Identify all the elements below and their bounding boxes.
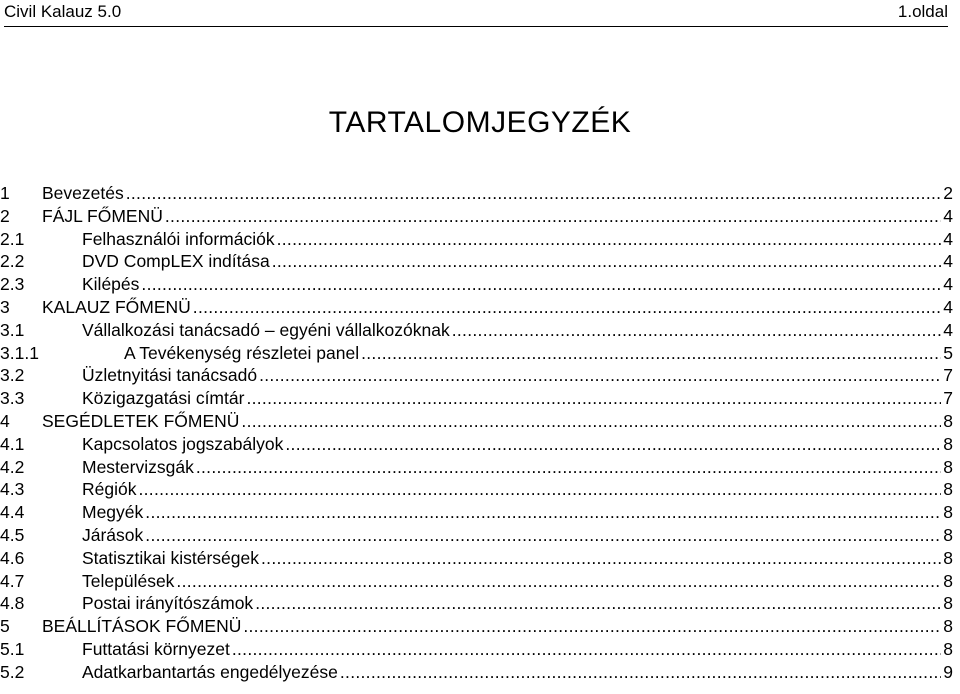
toc-entry-4-1[interactable] xyxy=(0,433,953,456)
toc-entry-4-5[interactable] xyxy=(0,524,953,547)
toc-entry-page: 9 xyxy=(943,661,953,682)
toc-dot-leader xyxy=(193,296,941,319)
toc-entry-number: 4.5 xyxy=(0,524,25,545)
toc-entry-number: 4.8 xyxy=(0,593,25,614)
toc-entry-5[interactable] xyxy=(0,615,953,638)
toc-entry-body xyxy=(82,547,953,570)
toc-dot-leader xyxy=(232,638,941,661)
toc-dot-leader xyxy=(255,592,941,615)
toc-entry-title: A Tevékenység részletei panel xyxy=(124,342,360,363)
toc-entry-title: Járások xyxy=(82,524,144,545)
toc-entry-number: 3.3 xyxy=(0,388,25,409)
toc-entry-page: 8 xyxy=(943,547,953,568)
toc-entry-title: Postai irányítószámok xyxy=(82,593,254,614)
toc-entry-title: Régiók xyxy=(82,479,137,500)
toc-entry-page: 8 xyxy=(943,479,953,500)
toc-dot-leader xyxy=(126,182,942,205)
toc-dot-leader xyxy=(243,615,941,638)
toc-entry-title: FÁJL FŐMENÜ xyxy=(42,205,163,226)
toc-entry-page: 8 xyxy=(943,616,953,637)
toc-dot-leader xyxy=(272,250,942,273)
toc-entry-page: 8 xyxy=(943,456,953,477)
toc-entry-title: Futtatási környezet xyxy=(82,638,230,659)
toc-entry-body xyxy=(42,410,953,433)
toc-entry-page: 8 xyxy=(943,433,953,454)
toc-entry-4-6[interactable] xyxy=(0,547,953,570)
toc-entry-number: 1 xyxy=(0,183,10,203)
toc-entry-4-7[interactable] xyxy=(0,570,953,593)
toc-entry-number: 2.2 xyxy=(0,251,25,272)
toc-entry-title: Üzletnyitási tanácsadó xyxy=(82,365,258,386)
toc-entry-body xyxy=(82,250,953,273)
toc-entry-number: 4.6 xyxy=(0,547,25,568)
toc-entry-page: 5 xyxy=(943,342,953,363)
toc-entry-body xyxy=(82,228,953,251)
toc-dot-leader xyxy=(145,524,941,547)
toc-entry-number: 2 xyxy=(0,205,10,226)
toc-entry-number: 3.1.1 xyxy=(0,342,39,363)
toc-dot-leader xyxy=(452,319,942,342)
toc-entry-body xyxy=(82,273,953,296)
toc-entry-body xyxy=(82,478,953,501)
toc-entry-body xyxy=(82,638,953,661)
toc-entry-3[interactable] xyxy=(0,296,953,319)
toc-entry-number: 4 xyxy=(0,410,10,431)
toc-entry-2[interactable] xyxy=(0,205,953,228)
toc-entry-page: 2 xyxy=(943,183,953,203)
toc-entry-page: 4 xyxy=(943,296,953,317)
toc-entry-page: 4 xyxy=(943,319,953,340)
toc-entry-page: 7 xyxy=(943,388,953,409)
toc-entry-4[interactable] xyxy=(0,410,953,433)
toc-entry-1[interactable] xyxy=(0,182,953,205)
toc-entry-title: Kilépés xyxy=(82,274,140,295)
toc-entry-body xyxy=(82,592,953,615)
toc-entry-page: 4 xyxy=(943,274,953,295)
toc-entry-title: Vállalkozási tanácsadó – egyéni vállalkozóknak xyxy=(82,319,450,340)
toc-entry-body xyxy=(42,205,953,228)
toc-entry-title: KALAUZ FŐMENÜ xyxy=(42,296,191,317)
toc-entry-2-2[interactable] xyxy=(0,250,953,273)
toc-entry-number: 2.3 xyxy=(0,274,25,295)
toc-entry-number: 4.2 xyxy=(0,456,25,477)
toc-dot-leader xyxy=(196,456,941,479)
page-header xyxy=(4,0,948,27)
toc-entry-page: 8 xyxy=(943,638,953,659)
toc-entry-body xyxy=(42,296,953,319)
toc-entry-number: 2.1 xyxy=(0,228,25,249)
toc-entry-3-2[interactable] xyxy=(0,364,953,387)
toc-entry-3-3[interactable] xyxy=(0,387,953,410)
toc-entry-page: 8 xyxy=(943,524,953,545)
toc-entry-title: Adatkarbantartás engedélyezése xyxy=(82,661,338,682)
table-of-contents xyxy=(0,182,953,684)
toc-entry-body xyxy=(82,524,953,547)
toc-entry-4-2[interactable] xyxy=(0,456,953,479)
toc-entry-title: BEÁLLÍTÁSOK FŐMENÜ xyxy=(42,616,242,637)
toc-entry-2-3[interactable] xyxy=(0,273,953,296)
toc-dot-leader xyxy=(277,228,942,251)
toc-entry-number: 5.2 xyxy=(0,661,25,682)
toc-entry-body xyxy=(124,342,953,365)
toc-entry-body xyxy=(82,387,953,410)
toc-entry-number: 3.1 xyxy=(0,319,25,340)
toc-entry-3-1[interactable] xyxy=(0,319,953,342)
toc-entry-body xyxy=(42,615,953,638)
toc-entry-5-1[interactable] xyxy=(0,638,953,661)
toc-entry-page: 4 xyxy=(943,228,953,249)
toc-dot-leader xyxy=(145,501,941,524)
toc-entry-number: 4.3 xyxy=(0,479,25,500)
toc-entry-number: 4.4 xyxy=(0,502,25,523)
toc-entry-page: 8 xyxy=(943,593,953,614)
toc-entry-number: 5.1 xyxy=(0,638,25,659)
toc-entry-2-1[interactable] xyxy=(0,228,953,251)
toc-entry-title: Megyék xyxy=(82,502,144,523)
toc-entry-title: Települések xyxy=(82,570,175,591)
toc-entry-body xyxy=(42,182,953,205)
toc-entry-page: 7 xyxy=(943,365,953,386)
toc-heading: TARTALOMJEGYZÉK xyxy=(328,106,632,139)
toc-entry-number: 4.1 xyxy=(0,433,25,454)
toc-dot-leader xyxy=(141,273,941,296)
toc-entry-4-3[interactable] xyxy=(0,478,953,501)
toc-entry-page: 8 xyxy=(943,502,953,523)
toc-dot-leader xyxy=(138,478,941,501)
toc-entry-4-4[interactable] xyxy=(0,501,953,524)
toc-dot-leader xyxy=(285,433,941,456)
document-title: Civil Kalauz 5.0 xyxy=(4,2,122,21)
toc-entry-4-8[interactable] xyxy=(0,592,953,615)
toc-dot-leader xyxy=(261,547,941,570)
toc-entry-number: 5 xyxy=(0,616,10,637)
toc-entry-body xyxy=(82,364,953,387)
toc-entry-title: Statisztikai kistérségek xyxy=(82,547,260,568)
toc-entry-body xyxy=(82,433,953,456)
toc-dot-leader xyxy=(361,342,941,365)
toc-entry-3-1-1[interactable] xyxy=(0,342,953,365)
toc-dot-leader xyxy=(165,205,941,228)
toc-entry-title: Felhasználói információk xyxy=(82,228,275,249)
toc-entry-body xyxy=(82,570,953,593)
toc-entry-page: 8 xyxy=(943,570,953,591)
toc-entry-number: 3 xyxy=(0,296,10,317)
toc-entry-page: 4 xyxy=(943,251,953,272)
page-number: 1.oldal xyxy=(897,2,948,21)
toc-entry-body xyxy=(82,319,953,342)
toc-entry-number: 3.2 xyxy=(0,365,25,386)
toc-entry-title: Bevezetés xyxy=(42,183,124,203)
toc-entry-page: 4 xyxy=(943,205,953,226)
toc-entry-5-2[interactable] xyxy=(0,661,953,684)
toc-dot-leader xyxy=(176,570,941,593)
toc-entry-title: Kapcsolatos jogszabályok xyxy=(82,433,284,454)
toc-entry-body xyxy=(82,661,953,684)
toc-dot-leader xyxy=(241,410,941,433)
toc-entry-body xyxy=(82,501,953,524)
toc-dot-leader xyxy=(340,661,941,684)
toc-entry-title: Mestervizsgák xyxy=(82,456,194,477)
toc-entry-title: DVD CompLEX indítása xyxy=(82,251,270,272)
toc-dot-leader xyxy=(246,387,941,410)
toc-entry-body xyxy=(82,456,953,479)
toc-dot-leader xyxy=(259,364,941,387)
toc-entry-title: Közigazgatási címtár xyxy=(82,388,245,409)
toc-entry-title: SEGÉDLETEK FŐMENÜ xyxy=(42,410,240,431)
toc-entry-page: 8 xyxy=(943,410,953,431)
toc-entry-number: 4.7 xyxy=(0,570,25,591)
